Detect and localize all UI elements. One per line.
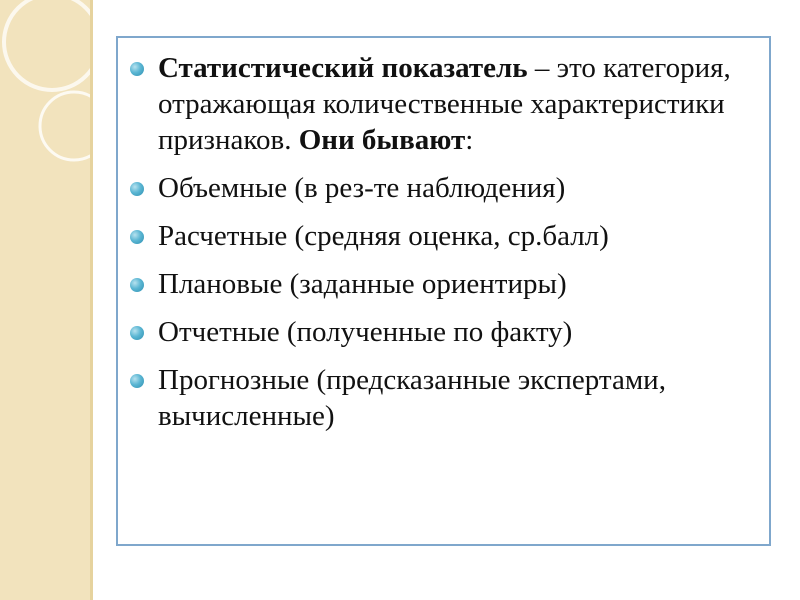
definition-text: – это категория, отражающая количественные характеристики признаков. — [158, 52, 731, 156]
definition-term: Статистический показатель — [158, 52, 528, 84]
decorative-rings — [0, 0, 90, 600]
list-item-text: Прогнозные (предсказанные экспертами, вычисленные) — [158, 364, 666, 432]
definition-emphasis: Они бывают — [298, 124, 466, 156]
content-frame — [116, 36, 771, 546]
bullet-icon — [130, 230, 144, 244]
bullet-icon — [130, 182, 144, 196]
bullet-icon — [130, 374, 144, 388]
list-item — [130, 314, 750, 350]
bullet-icon — [130, 326, 144, 340]
list-item-text: Объемные (в рез-те наблюдения) — [158, 172, 566, 204]
list-item — [130, 170, 750, 206]
bullet-list — [130, 50, 750, 446]
list-item — [130, 218, 750, 254]
list-item — [130, 50, 750, 158]
ring-medium — [40, 92, 90, 160]
list-item-text: Плановые (заданные ориентиры) — [158, 268, 567, 300]
list-item-text: Отчетные (полученные по факту) — [158, 316, 573, 348]
definition-tail: : — [465, 124, 474, 156]
ring-large — [4, 0, 90, 90]
list-item — [130, 362, 750, 434]
list-item — [130, 266, 750, 302]
side-panel-edge — [90, 0, 93, 600]
list-item-text: Расчетные (средняя оценка, ср.балл) — [158, 220, 609, 252]
bullet-icon — [130, 278, 144, 292]
bullet-icon — [130, 62, 144, 76]
decorative-side-panel — [0, 0, 90, 600]
